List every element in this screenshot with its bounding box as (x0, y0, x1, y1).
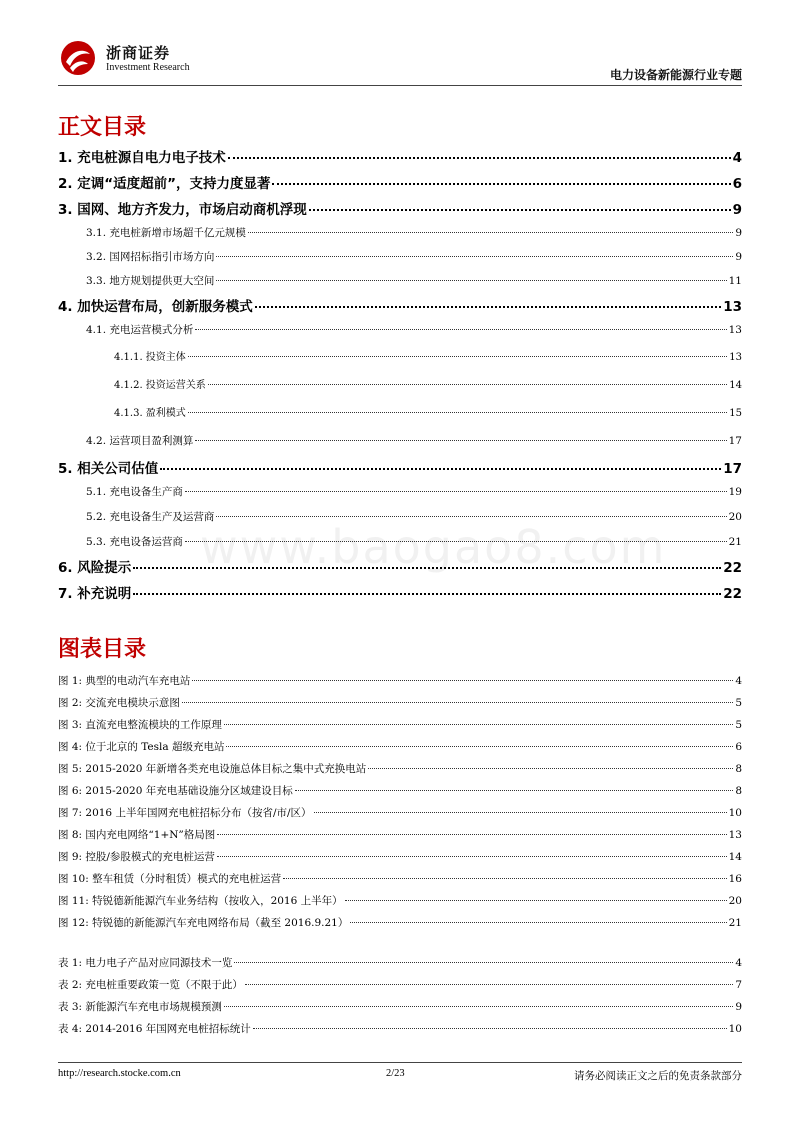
toc-entry-page: 20 (728, 511, 742, 523)
table-entry-page: 10 (728, 1023, 742, 1035)
table-entry[interactable] (58, 999, 742, 1014)
figure-entry-page: 13 (728, 829, 742, 841)
footer-divider (58, 1062, 742, 1063)
figure-entry[interactable] (58, 695, 742, 710)
toc-entry-label: 1. 充电桩源自电力电子技术 (58, 150, 226, 166)
table-entry[interactable] (58, 1021, 742, 1036)
logo-english-name: Investment Research (106, 62, 190, 73)
toc-entry-label: 3.3. 地方规划提供更大空间 (86, 275, 215, 287)
toc-entry-label: 2. 定调“适度超前”，支持力度显著 (58, 176, 271, 192)
toc-entry[interactable] (58, 172, 742, 192)
dot-leader (224, 724, 733, 725)
toc-entry[interactable] (86, 433, 742, 448)
dot-leader (314, 812, 727, 813)
dot-leader (216, 516, 726, 517)
toc-entry[interactable] (86, 534, 742, 549)
toc-entry-label: 3.2. 国网招标指引市场方向 (86, 251, 215, 263)
table-entry[interactable] (58, 955, 742, 970)
dot-leader (283, 878, 727, 879)
toc-entry-label: 5.3. 充电设备运营商 (86, 536, 183, 548)
toc-entry-page: 21 (728, 536, 742, 548)
dot-leader (253, 1028, 727, 1029)
toc-entry-label: 4. 加快运营布局，创新服务模式 (58, 299, 253, 315)
toc-entry-page: 6 (732, 176, 742, 192)
page-header (58, 38, 742, 86)
toc-entry-label: 3.1. 充电桩新增市场超千亿元规模 (86, 227, 246, 239)
report-topic: 电力设备新能源行业专题 (609, 68, 742, 82)
figure-entry-page: 5 (735, 719, 742, 731)
toc-entry-page: 22 (723, 560, 742, 576)
table-entry-label: 表 2: 充电桩重要政策一览（不限于此） (58, 979, 243, 991)
table-entry-page: 9 (735, 1001, 742, 1013)
toc-entry-page: 13 (728, 324, 742, 336)
toc-entry-label: 6. 风险提示 (58, 560, 132, 576)
dot-leader (208, 384, 727, 385)
dot-leader (185, 491, 727, 492)
figure-entry[interactable] (58, 893, 742, 908)
toc-entry[interactable] (58, 457, 742, 477)
toc-entry-page: 15 (729, 408, 742, 419)
figure-entry-label: 图 1: 典型的电动汽车充电站 (58, 675, 191, 687)
table-entry-label: 表 1: 电力电子产品对应同源技术一览 (58, 957, 233, 969)
toc-entry[interactable] (58, 556, 742, 576)
toc-entry-page: 22 (723, 586, 742, 602)
dot-leader (192, 680, 733, 681)
toc-entry[interactable] (86, 484, 742, 499)
figure-entry[interactable] (58, 717, 742, 732)
figure-entry-label: 图 2: 交流充电模块示意图 (58, 697, 180, 709)
figure-entry-page: 8 (735, 763, 742, 775)
toc-entry-page: 14 (729, 380, 742, 391)
toc-entry-label: 3. 国网、地方齐发力，市场启动商机浮现 (58, 202, 307, 218)
figure-entry-label: 图 11: 特锐德新能源汽车业务结构（按收入，2016 上半年） (58, 895, 343, 907)
toc-entry-page: 17 (723, 461, 742, 477)
watermark: www.baogao8.com (200, 520, 667, 574)
toc-entry-page: 9 (732, 202, 742, 218)
toc-entry-label: 5. 相关公司估值 (58, 461, 159, 477)
figure-entry[interactable] (58, 827, 742, 842)
toc-entry[interactable] (86, 509, 742, 524)
toc-entry-label: 4.2. 运营项目盈利测算 (86, 435, 194, 447)
dot-leader (133, 593, 721, 595)
toc-entry-page: 9 (735, 251, 742, 263)
toc-entry-label: 5.2. 充电设备生产及运营商 (86, 511, 215, 523)
figure-entry[interactable] (58, 871, 742, 886)
figure-entry-page: 8 (735, 785, 742, 797)
toc-entry-label: 5.1. 充电设备生产商 (86, 486, 183, 498)
footer-url[interactable]: http://research.stocke.com.cn (58, 1068, 181, 1079)
figure-entry[interactable] (58, 805, 742, 820)
toc-entry[interactable] (86, 322, 742, 337)
table-entry-label: 表 3: 新能源汽车充电市场规模预测 (58, 1001, 222, 1013)
dot-leader (216, 256, 733, 257)
toc-entry[interactable] (86, 249, 742, 264)
dot-leader (295, 790, 734, 791)
toc-entry-label: 4.1.2. 投资运营关系 (114, 380, 206, 391)
toc-entry[interactable] (58, 582, 742, 602)
figure-entry[interactable] (58, 739, 742, 754)
toc-entry-page: 13 (729, 352, 742, 363)
figure-entry-page: 21 (728, 917, 742, 929)
dot-leader (345, 900, 727, 901)
dot-leader (272, 183, 730, 185)
dot-leader (160, 468, 721, 470)
dot-leader (309, 209, 731, 211)
toc-entry-page: 9 (735, 227, 742, 239)
figure-entry[interactable] (58, 673, 742, 688)
logo-chinese-name: 浙商证券 (106, 44, 171, 62)
toc-entry-label: 4.1.1. 投资主体 (114, 352, 186, 363)
dot-leader (195, 329, 726, 330)
figure-entry[interactable] (58, 915, 742, 930)
dot-leader (226, 746, 733, 747)
toc-entry-page: 19 (728, 486, 742, 498)
dot-leader (216, 280, 726, 281)
dot-leader (234, 962, 733, 963)
header-divider (58, 85, 742, 86)
table-entry[interactable] (58, 977, 742, 992)
toc-entry[interactable] (114, 404, 742, 419)
toc-title: 正文目录 (58, 115, 147, 140)
figure-entry-label: 图 4: 位于北京的 Tesla 超级充电站 (58, 741, 225, 753)
figure-entry-label: 图 3: 直流充电整流模块的工作原理 (58, 719, 222, 731)
figure-entry-label: 图 12: 特锐德的新能源汽车充电网络布局（截至 2016.9.21） (58, 917, 349, 929)
dot-leader (245, 984, 733, 985)
dot-leader (228, 157, 731, 159)
toc-entry[interactable] (58, 146, 742, 166)
toc-entry[interactable] (58, 198, 742, 218)
dot-leader (350, 922, 726, 923)
toc-entry[interactable] (86, 273, 742, 288)
page-number: 2/23 (386, 1068, 405, 1079)
dot-leader (188, 356, 727, 357)
table-entry-page: 7 (735, 979, 742, 991)
table-entry-page: 4 (735, 957, 742, 969)
dot-leader (255, 306, 721, 308)
dot-leader (368, 768, 733, 769)
toc-entry-label: 4.1. 充电运营模式分析 (86, 324, 194, 336)
dot-leader (217, 834, 726, 835)
toc-entry[interactable] (86, 225, 742, 240)
figure-entry-page: 5 (735, 697, 742, 709)
toc-entry-page: 17 (728, 435, 742, 447)
dot-leader (248, 232, 733, 233)
dot-leader (133, 567, 721, 569)
figure-entry-label: 图 6: 2015-2020 年充电基础设施分区域建设目标 (58, 785, 293, 797)
dot-leader (217, 856, 727, 857)
figure-entry-label: 图 9: 控股/参股模式的充电桩运营 (58, 851, 215, 863)
figure-entry-label: 图 5: 2015-2020 年新增各类充电设施总体目标之集中式充换电站 (58, 763, 367, 775)
table-entry-label: 表 4: 2014-2016 年国网充电桩招标统计 (58, 1023, 251, 1035)
dot-leader (185, 541, 727, 542)
logo-mark-icon (58, 38, 98, 78)
toc-entry-page: 13 (723, 299, 742, 315)
company-logo (58, 38, 188, 78)
figure-entry-page: 20 (728, 895, 742, 907)
toc-entry[interactable] (114, 348, 742, 363)
figures-tables-title: 图表目录 (58, 637, 147, 662)
figure-entry-page: 16 (728, 873, 742, 885)
figure-entry-page: 6 (735, 741, 742, 753)
dot-leader (182, 702, 733, 703)
figure-entry-label: 图 10: 整车租赁（分时租赁）模式的充电桩运营 (58, 873, 282, 885)
toc-entry[interactable] (114, 376, 742, 391)
dot-leader (195, 440, 726, 441)
toc-entry[interactable] (58, 295, 742, 315)
footer-disclaimer: 请务必阅读正文之后的免责条款部分 (574, 1070, 742, 1082)
figure-entry-page: 4 (735, 675, 742, 687)
figure-entry-page: 10 (728, 807, 742, 819)
figure-entry-page: 14 (728, 851, 742, 863)
figure-entry-label: 图 7: 2016 上半年国网充电桩招标分布（按省/市/区） (58, 807, 312, 819)
toc-entry-label: 4.1.3. 盈利模式 (114, 408, 186, 419)
figure-entry[interactable] (58, 783, 742, 798)
dot-leader (188, 412, 727, 413)
toc-entry-label: 7. 补充说明 (58, 586, 132, 602)
dot-leader (224, 1006, 733, 1007)
toc-entry-page: 4 (732, 150, 742, 166)
figure-entry-label: 图 8: 国内充电网络“1+N”格局图 (58, 829, 216, 841)
figure-entry[interactable] (58, 849, 742, 864)
toc-entry-page: 11 (728, 275, 742, 287)
figure-entry[interactable] (58, 761, 742, 776)
